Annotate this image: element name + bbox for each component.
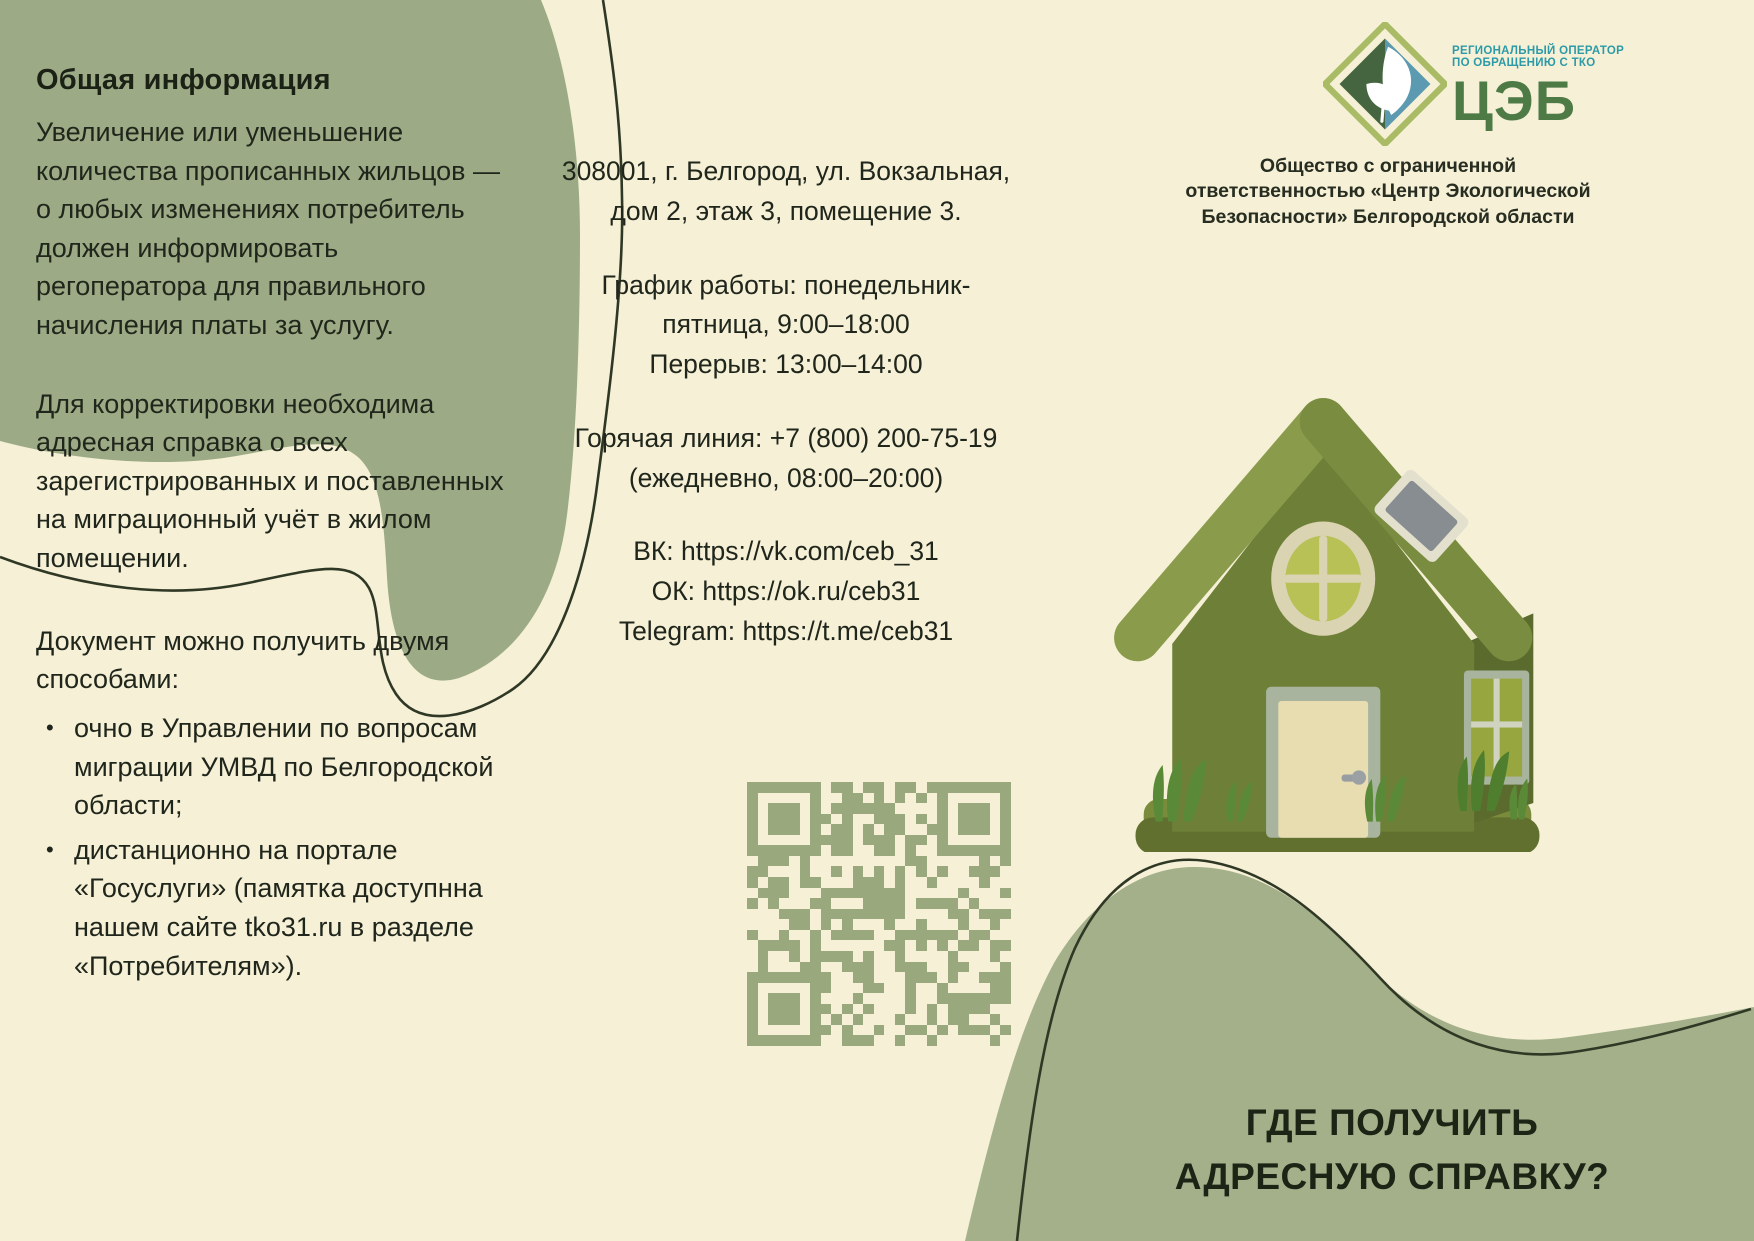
logo-caption-line: ПО ОБРАЩЕНИЮ С ТКО [1452,57,1596,70]
list-item-text: очно в Управлении по вопросам миграции УМВД по Белгородской области; [74,712,494,821]
footer-question-line: ГДЕ ПОЛУЧИТЬ [1245,1102,1539,1143]
section-heading: Общая информация [36,64,331,96]
info-paragraph-2: Для корректировки необходима адресная справка о всех зарегистрированных и поставленных на миграционный учёт в жилом помещении. [36,388,504,574]
logo-abbr: ЦЭБ [1452,68,1576,132]
list-item [36,709,514,825]
schedule-line: пятница, 9:00–18:00 [662,309,910,340]
contacts-section [540,152,1032,686]
social-links-block [540,532,1032,651]
company-name [1128,154,1648,230]
address-line: 308001, г. Белгород, ул. Вокзальная, [561,156,1011,186]
company-name-line: ответственностью «Центр Экологической [1185,180,1591,203]
hotline-block [540,419,1032,499]
telegram-link-text: Telegram: https://t.me/ceb31 [618,615,954,646]
hotline-line: (ежедневно, 08:00–20:00) [628,462,944,493]
logo-wordmark [1452,45,1682,132]
info-paragraph-3: Документ можно получить двумя способами: [36,625,450,695]
list-item-text: дистанционно на портале «Госуслуги» (памятка доступнна нашем сайте tko31.ru в разделе «Потребителям»). [74,834,483,981]
company-name-line: Безопасности» Белгородской области [1201,205,1575,228]
general-info-section [36,64,514,985]
hotline-line: Горячая линия: +7 (800) 200-75-19 [574,422,998,453]
schedule-line: Перерыв: 13:00–14:00 [649,349,923,379]
bullet-icon: • [46,714,54,740]
logo-caption [1452,45,1682,70]
address-line: дом 2, этаж 3, помещение 3. [610,195,962,226]
footer-question-line: АДРЕСНУЮ СПРАВКУ? [1174,1155,1610,1197]
ways-list [36,709,514,985]
schedule-block [540,266,1032,385]
company-name-line: Общество с ограниченной [1259,155,1517,177]
ceb-logo-icon [1323,22,1447,146]
schedule-line: График работы: понедельник- [601,269,971,300]
list-item [36,831,514,985]
footer-question [1130,1096,1654,1203]
vk-link-text: ВК: https://vk.com/ceb_31 [633,536,939,567]
house-illustration [1078,342,1548,852]
ok-link-text: ОК: https://ok.ru/ceb31 [651,576,921,606]
address-block [540,152,1032,232]
bullet-icon: • [46,836,54,862]
qr-code [747,782,1011,1046]
info-paragraph-1: Увеличение или уменьшение количества прописанных жильцов — о любых изменениях потребитель должен информировать регоператора для правильного начисления платы за услугу. [36,117,500,341]
logo-caption-line: РЕГИОНАЛЬНЫЙ ОПЕРАТОР [1452,45,1625,57]
